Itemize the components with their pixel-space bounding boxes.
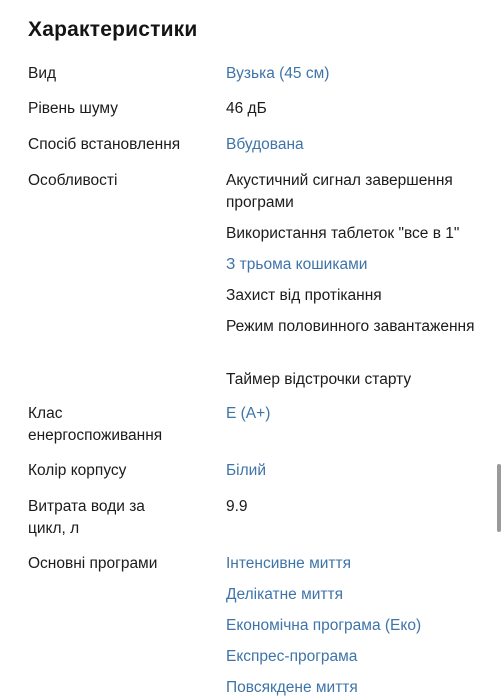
spec-label: Рівень шуму bbox=[28, 100, 118, 117]
spec-label: Витрата води за цикл, л bbox=[28, 498, 145, 537]
spec-label: Спосіб встановлення bbox=[28, 136, 181, 153]
feature-item: Захист від протікання bbox=[226, 287, 382, 304]
spec-value-link[interactable]: Білий bbox=[226, 462, 266, 479]
spec-value: 9.9 bbox=[226, 498, 248, 515]
feature-item: Таймер відстрочки старту bbox=[226, 371, 412, 388]
spec-value-link[interactable]: Вузька (45 см) bbox=[226, 65, 330, 82]
program-item-link[interactable]: Економічна програма (Еко) bbox=[226, 617, 422, 634]
spec-label: Колір корпусу bbox=[28, 462, 127, 479]
spec-value-link[interactable]: E (A+) bbox=[226, 405, 271, 422]
spec-label: Особливості bbox=[28, 172, 118, 189]
program-item-link[interactable]: Експрес-програма bbox=[226, 648, 358, 665]
feature-item: Використання таблеток "все в 1" bbox=[226, 225, 460, 242]
program-item-link[interactable]: Делікатне миття bbox=[226, 586, 343, 603]
spec-value: 46 дБ bbox=[226, 100, 267, 117]
section-title: Характеристики bbox=[28, 18, 198, 41]
spec-label: Основні програми bbox=[28, 555, 158, 572]
feature-item: Режим половинного завантаження bbox=[226, 318, 475, 335]
program-item-link[interactable]: Інтенсивне миття bbox=[226, 555, 352, 572]
feature-item: Акустичний сигнал завершення програми bbox=[226, 172, 453, 211]
spec-label: Клас енергоспоживання bbox=[28, 405, 163, 444]
program-item-link[interactable]: Повсякдене миття bbox=[226, 679, 358, 696]
scrollbar-thumb[interactable] bbox=[497, 464, 501, 532]
spec-value-link[interactable]: Вбудована bbox=[226, 136, 304, 153]
spec-label: Вид bbox=[28, 65, 57, 82]
feature-item-link[interactable]: З трьома кошиками bbox=[226, 256, 368, 273]
